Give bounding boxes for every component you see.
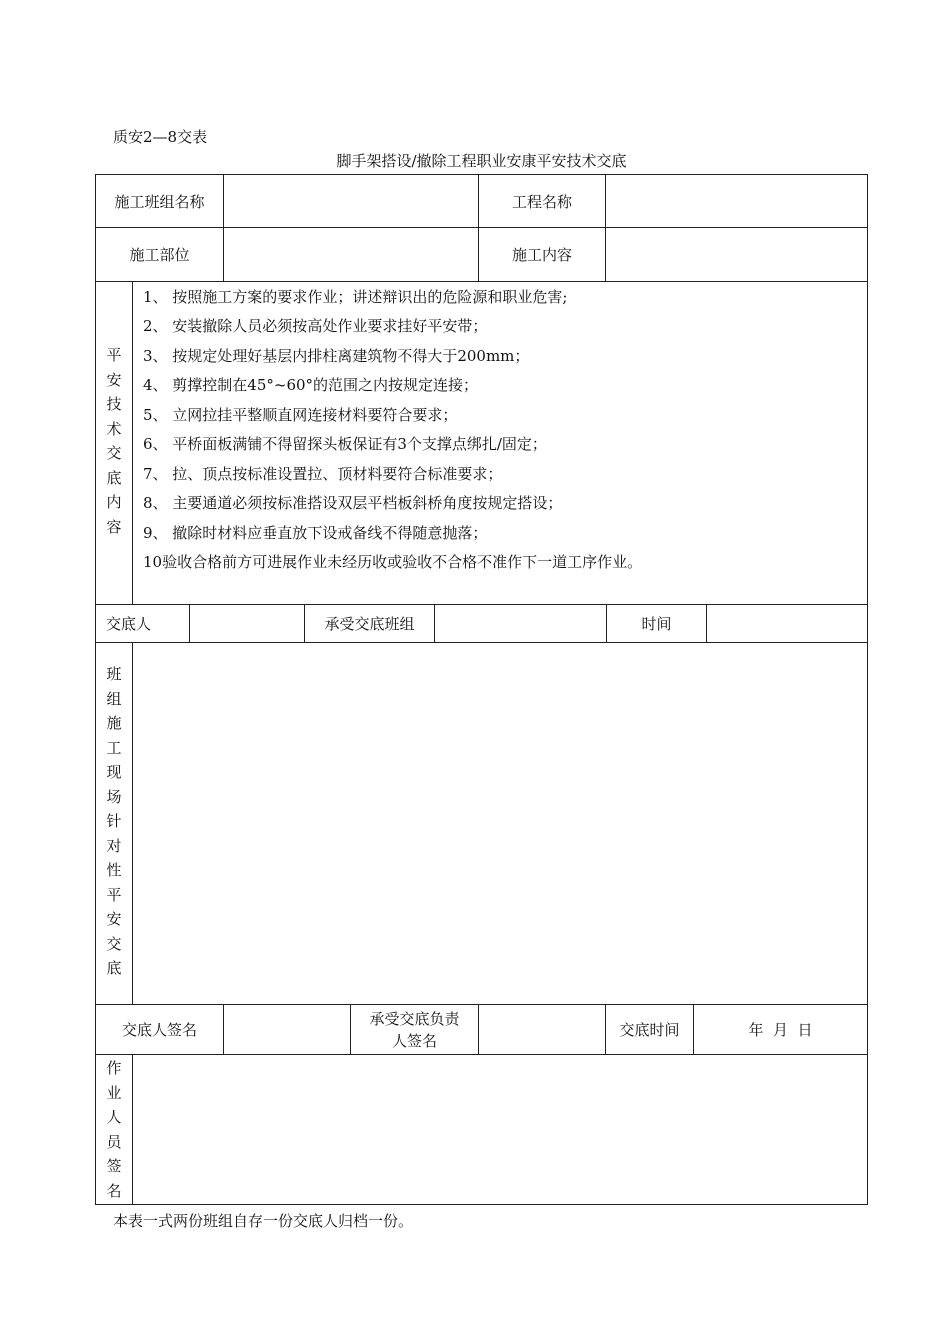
- label-char: 交: [106, 934, 122, 953]
- list-item: 4、 剪撑控制在45°~60°的范围之内按规定连接；: [143, 376, 479, 394]
- project-name-label: 工程名称: [511, 192, 572, 211]
- list-item: 5、 立网拉挂平整顺直网连接材料要符合要求；: [143, 406, 458, 424]
- receiver-team-field[interactable]: [435, 605, 606, 642]
- footer-note: 本表一式两份班组自存一份交底人归档一份。: [113, 1212, 414, 1230]
- table-border-bottom: [95, 1204, 868, 1205]
- location-field[interactable]: [224, 228, 478, 281]
- receiver-sign-label-line2: 人签名: [391, 1031, 437, 1050]
- list-item: 2、 安装撤除人员必须按高处作业要求挂好平安带；: [143, 317, 488, 335]
- tech-section-label: [96, 343, 132, 539]
- label-char: 组: [106, 689, 122, 708]
- time-label: 时间: [641, 615, 672, 633]
- list-item: 6、 平桥面板满铺不得留探头板保证有3个支撑点绑扎/固定；: [143, 435, 547, 453]
- list-item: 3、 按规定处理好基层内排柱离建筑物不得大于200mm；: [143, 347, 530, 365]
- table-border-right: [867, 174, 868, 1205]
- label-char: 场: [106, 787, 122, 806]
- label-char: 安: [106, 370, 122, 389]
- giver-sign-label: 交底人签名: [121, 1021, 197, 1039]
- label-char: 内: [106, 493, 122, 511]
- label-char: 班: [106, 665, 122, 683]
- label-char: 术: [106, 419, 122, 438]
- list-item: 1、 按照施工方案的要求作业；讲述辩识出的危险源和职业危害;: [143, 288, 568, 306]
- label-char: 名: [106, 1181, 122, 1200]
- form-code: 质安2—8交表: [113, 128, 208, 146]
- location-label: 施工部位: [129, 246, 190, 264]
- label-char: 安: [106, 910, 122, 928]
- label-char: 容: [106, 517, 122, 536]
- date-label: 交底时间: [619, 1021, 680, 1039]
- label-char: 性: [106, 861, 122, 879]
- receiver-team-label: 承受交底班组: [324, 615, 415, 633]
- team-name-field[interactable]: [224, 175, 478, 227]
- site-handover-field[interactable]: [133, 643, 867, 1004]
- label-char: 施: [106, 714, 122, 732]
- row-divider: [95, 281, 868, 282]
- col-divider: [132, 281, 133, 604]
- giver-label: 交底人: [106, 615, 152, 633]
- label-char: 业: [106, 1083, 122, 1102]
- label-char: 底: [106, 468, 122, 487]
- label-char: 现: [106, 763, 122, 781]
- receiver-sign-label: [351, 1005, 478, 1054]
- giver-sign-field[interactable]: [224, 1005, 350, 1054]
- label-char: 工: [106, 738, 122, 757]
- project-name-field[interactable]: [606, 175, 867, 227]
- list-item: 8、 主要通道必须按标准搭设双层平档板斜桥角度按规定搭设；: [143, 494, 563, 512]
- list-item: 9、 撤除时材料应垂直放下设戒备线不得随意抛落；: [143, 524, 488, 542]
- label-char: 平: [106, 885, 122, 904]
- team-name-label: 施工班组名称: [114, 192, 205, 211]
- label-char: 针: [106, 812, 122, 830]
- label-char: 交: [106, 444, 122, 462]
- list-item: 10验收合格前方可进展作业未经历收或验收不合格不准作下一道工序作业。: [143, 553, 643, 571]
- label-char: 作: [106, 1059, 122, 1077]
- content-field[interactable]: [606, 228, 867, 281]
- document-title: 脚手架搭设/撤除工程职业安康平安技术交底: [336, 152, 627, 170]
- label-char: 平: [106, 346, 122, 364]
- label-char: 人: [106, 1108, 122, 1126]
- worker-signature-field[interactable]: [133, 1055, 867, 1204]
- time-field[interactable]: [707, 605, 867, 642]
- label-char: 对: [106, 836, 122, 855]
- label-char: 员: [106, 1132, 122, 1151]
- label-char: 底: [106, 959, 122, 977]
- receiver-sign-field[interactable]: [479, 1005, 605, 1054]
- content-label: 施工内容: [511, 246, 572, 264]
- label-char: 签: [106, 1157, 122, 1175]
- date-value[interactable]: 年 月 日: [748, 1021, 813, 1039]
- receiver-sign-label-line1: 承受交底负责: [369, 1009, 460, 1028]
- label-char: 技: [106, 395, 122, 413]
- list-item: 7、 拉、顶点按标准设置拉、顶材料要符合标准要求；: [143, 465, 503, 483]
- giver-field[interactable]: [190, 605, 304, 642]
- site-section-label: [96, 662, 132, 981]
- worker-section-label: [96, 1056, 132, 1203]
